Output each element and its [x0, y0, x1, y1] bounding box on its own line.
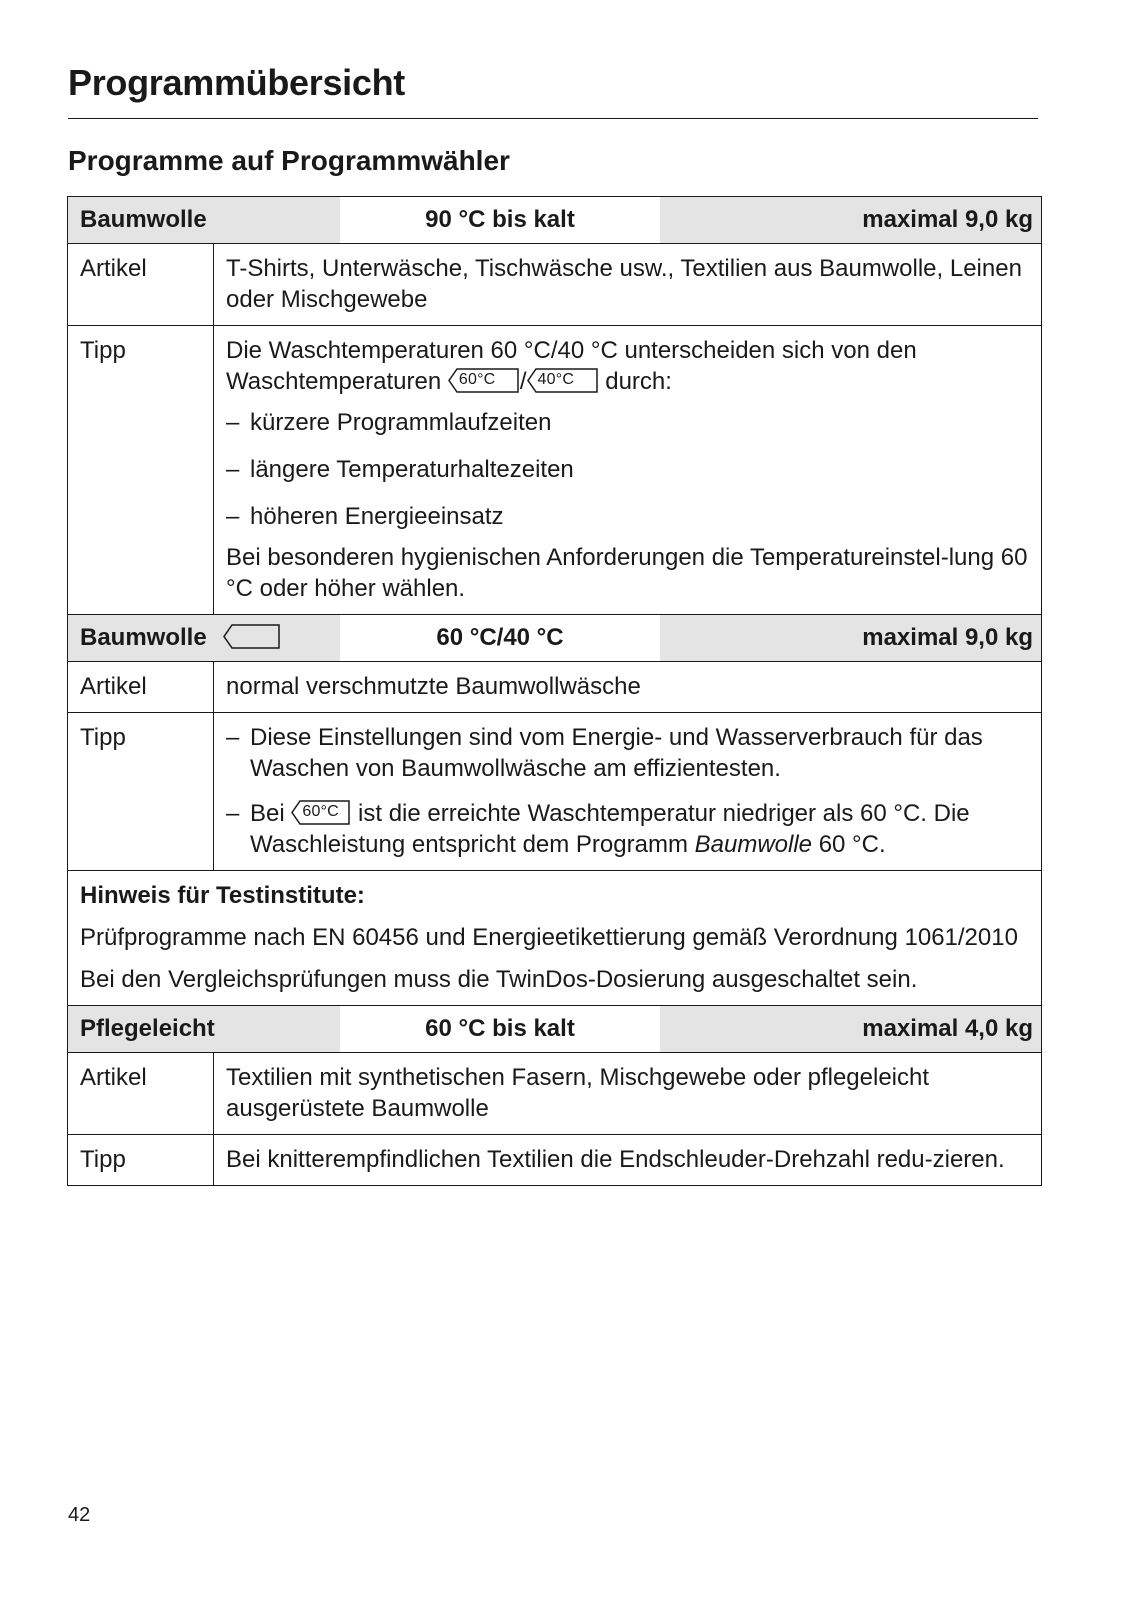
eco-icon-label: 40°C — [537, 371, 575, 388]
note-title: Hinweis für Testinstitute: — [80, 882, 365, 909]
article-row — [68, 244, 1041, 326]
article-row — [68, 662, 1041, 713]
note-paragraph: Prüfprogramme nach EN 60456 und Energieetikettierung gemäß Verordnung 1061/2010 — [80, 924, 1018, 951]
program-load: maximal 4,0 kg — [660, 1006, 1041, 1052]
dash-mark: – — [226, 503, 240, 530]
dash-mark: – — [226, 724, 240, 751]
note-paragraph: Bei den Vergleichsprüfungen muss die TwinDos-Dosierung ausgeschaltet sein. — [80, 966, 918, 993]
list-item: – kürzere Programmlaufzeiten — [226, 409, 552, 436]
eco-60-icon — [291, 800, 351, 825]
program-temperature: 90 °C bis kalt — [340, 197, 660, 241]
tip-intro-prefix: Die Waschtemperaturen 60 °C/40 °C unterscheiden sich von den Waschtemperaturen — [226, 337, 917, 395]
tip-list — [226, 407, 1029, 532]
article-text: Textilien mit synthetischen Fasern, Mischgewebe oder pflegeleicht ausgerüstete Baumwolle — [226, 1064, 930, 1122]
title-divider — [68, 118, 1038, 119]
program-name: Baumwolle — [68, 615, 340, 661]
test-institute-note — [68, 871, 1041, 1006]
tip-row — [68, 326, 1041, 615]
list-item: – Bei 60°C ist die erreichte Waschtemperatur niedriger als 60 °C. Die Waschleistung entspricht dem Programm Baumwolle 60 °C. — [226, 800, 970, 858]
tip-content — [214, 326, 1041, 614]
tip-text: Bei knitterempfindlichen Textilien die Endschleuder-Drehzahl redu-zieren. — [226, 1146, 1005, 1173]
tip-label: Tipp — [68, 326, 214, 614]
program-temperature: 60 °C bis kalt — [340, 1006, 660, 1050]
tip-label: Tipp — [68, 1135, 214, 1185]
article-label: Artikel — [68, 1053, 214, 1134]
program-header-baumwolle-eco — [68, 615, 1041, 662]
article-label: Artikel — [68, 244, 214, 325]
tip-row — [68, 1135, 1041, 1185]
list-item: – längere Temperaturhaltezeiten — [226, 456, 574, 483]
program-name-italic: Baumwolle — [694, 831, 813, 858]
tip-intro-suffix: durch: — [605, 368, 672, 395]
tip-row — [68, 713, 1041, 871]
tip-label: Tipp — [68, 713, 214, 870]
page-title: Programmübersicht — [68, 62, 405, 103]
tip-intro — [226, 335, 1029, 397]
eco-icon — [223, 624, 281, 649]
list-item: – Diese Einstellungen sind vom Energie- und Wasserverbrauch für das Waschen von Baumwollwäsche am effizientesten. — [226, 724, 983, 782]
article-label: Artikel — [68, 662, 214, 712]
tip-slash: / — [519, 368, 527, 395]
program-name: Baumwolle — [68, 197, 340, 243]
article-row — [68, 1053, 1041, 1135]
tip-outro: Bei besonderen hygienischen Anforderungen die Temperatureinstel-lung 60 °C oder höher wählen. — [226, 544, 1028, 602]
list-item: – höheren Energieeinsatz — [226, 503, 504, 530]
section-title: Programme auf Programmwähler — [68, 145, 510, 176]
program-header-pflegeleicht — [68, 1006, 1041, 1053]
eco-60-icon — [448, 368, 520, 393]
program-temperature: 60 °C/40 °C — [340, 615, 660, 659]
eco-40-icon — [527, 368, 599, 393]
eco-icon-label: 60°C — [458, 371, 496, 388]
tip-list — [226, 722, 1029, 860]
dash-mark: – — [226, 409, 240, 436]
program-header-baumwolle — [68, 197, 1041, 244]
program-table — [67, 196, 1042, 1186]
page-number: 42 — [68, 1504, 91, 1526]
eco-icon-label: 60°C — [302, 803, 339, 820]
program-name: Pflegeleicht — [68, 1006, 340, 1052]
tip-content — [214, 713, 1041, 870]
article-text: normal verschmutzte Baumwollwäsche — [226, 673, 641, 700]
program-load: maximal 9,0 kg — [660, 197, 1041, 243]
article-text: T-Shirts, Unterwäsche, Tischwäsche usw., Textilien aus Baumwolle, Leinen oder Mischgewebe — [226, 255, 1022, 313]
dash-mark: – — [226, 456, 240, 483]
dash-mark: – — [226, 800, 240, 827]
program-load: maximal 9,0 kg — [660, 615, 1041, 661]
